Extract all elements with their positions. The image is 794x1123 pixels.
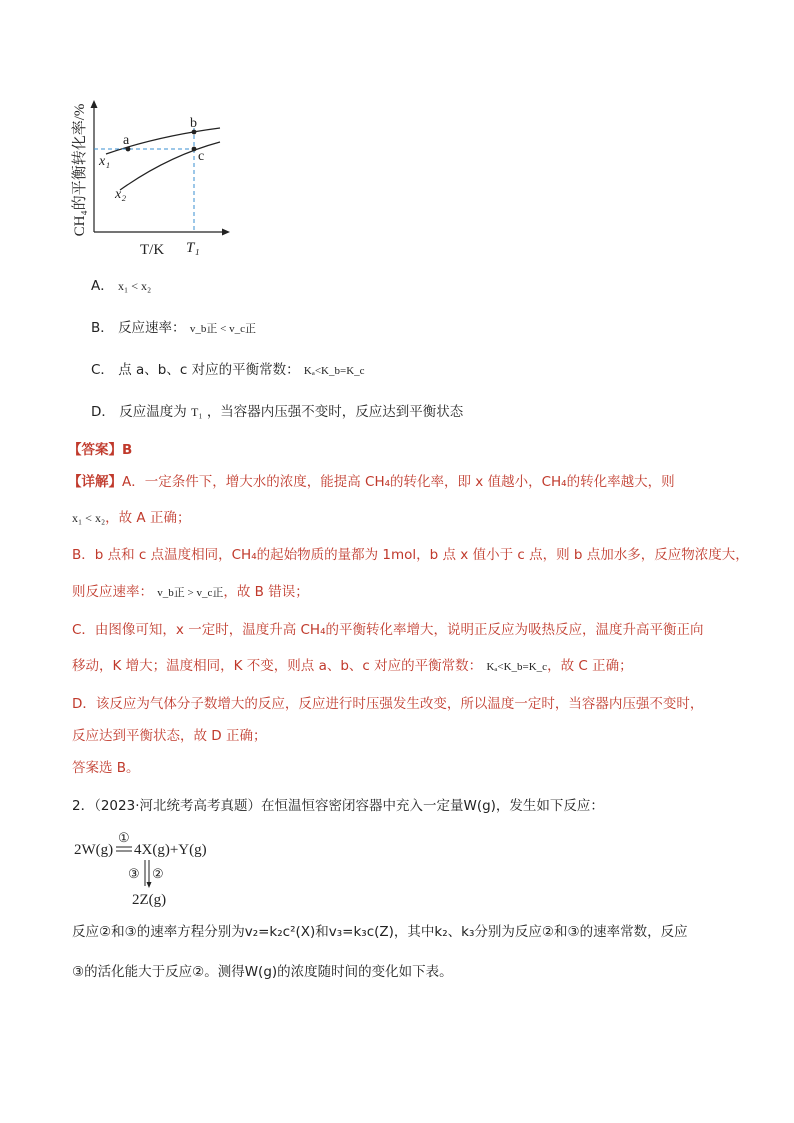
option-a-label: A． (91, 278, 114, 294)
option-d-label: D． (91, 404, 115, 420)
option-d-text2: ，当容器内压强不变时，反应达到平衡状态 (206, 404, 464, 420)
detail-line-1 (68, 472, 675, 492)
conversion-figure (68, 92, 238, 257)
question2-intro (72, 796, 604, 816)
reaction-r1: ① (118, 830, 130, 845)
detail-line6-post: ，故 C 正确； (547, 658, 633, 674)
t1-label: T₁ (186, 240, 200, 256)
point-a-label: a (123, 133, 130, 148)
question2-line-2 (72, 962, 453, 982)
option-a-text: x₁ < x₂ (118, 279, 152, 293)
reaction-r2: ② (152, 866, 164, 881)
curve-x2-label: x₂ (115, 187, 127, 202)
question2-line-1 (72, 922, 688, 942)
detail-line-8 (72, 726, 266, 746)
x-axis-arrow (222, 229, 230, 236)
option-b-formula: v_b正 < v_c正 (189, 323, 256, 335)
point-c (192, 147, 197, 152)
detail-label: 【详解】 (68, 474, 122, 490)
option-b-label: B． (91, 320, 114, 336)
point-b-label: b (190, 116, 197, 131)
reaction-right: 4X(g)+Y(g) (134, 842, 207, 858)
option-d-t: T₁ (191, 405, 203, 419)
option-c (91, 360, 365, 381)
conversion-chart (68, 92, 238, 257)
question2-line2-text: ③的活化能大于反应②。测得W(g)的浓度随时间的变化如下表。 (72, 964, 453, 980)
option-a (91, 276, 151, 296)
detail-line6-formula: Kₐ<K_b=K_c (486, 661, 548, 673)
detail-line7-text: D．该反应为气体分子数增大的反应，反应进行时压强发生改变，所以温度一定时，当容器内压强不变时， (72, 696, 704, 712)
detail-line-2 (72, 508, 190, 528)
detail-line-7 (72, 694, 703, 714)
detail-line4-post: ，故 B 错误； (223, 584, 309, 600)
option-d (91, 402, 463, 422)
option-d-text: 反应温度为 (119, 404, 187, 420)
option-b (91, 318, 256, 339)
y-axis-arrow (91, 100, 98, 108)
detail-line8-text: 反应达到平衡状态，故 D 正确； (72, 728, 267, 744)
option-c-label: C． (91, 362, 114, 378)
detail-line6-pre: 移动，K 增大；温度相同，K 不变，则点 a、b、c 对应的平衡常数： (72, 658, 483, 674)
reaction-bottom: 2Z(g) (132, 892, 167, 908)
detail-line5-text: C．由图像可知，x 一定时，温度升高 CH₄的平衡转化率增大，说明正反应为吸热反应，温度升高平衡正向 (72, 622, 704, 638)
option-b-text: 反应速率： (118, 320, 186, 336)
curve-x1-label: x₁ (99, 154, 111, 169)
reaction-r3: ③ (128, 866, 140, 881)
detail-line-6 (72, 656, 633, 677)
detail-line4-formula: v_b正 > v_c正 (157, 587, 224, 599)
y-axis-label: CH₄的平衡转化率/% (72, 103, 88, 237)
detail-line-9 (72, 758, 140, 778)
question2-intro-text: 2．（2023·河北统考高考真题）在恒温恒容密闭容器中充入一定量W(g)，发生如下反应： (72, 798, 604, 814)
reaction-diagram (72, 826, 232, 910)
detail-line-5 (72, 620, 704, 640)
point-c-label: c (198, 149, 205, 164)
detail-line2-text: ，故 A 正确； (105, 510, 191, 526)
answer-label: 【答案】B (68, 442, 133, 458)
x-axis-label: T/K (140, 242, 165, 257)
reaction-scheme (72, 826, 232, 910)
reaction-left: 2W(g) (74, 842, 114, 858)
detail-line1-text: A．一定条件下，增大水的浓度，能提高 CH₄的转化率，即 x 值越小，CH₄的转化率越大，则 (122, 474, 675, 490)
detail-line9-text: 答案选 B。 (72, 760, 140, 776)
vert-arrow-head (147, 882, 152, 888)
curve-x2 (120, 142, 220, 190)
detail-line4-pre: 则反应速率： (72, 584, 153, 600)
detail-line2-formula: x₁ < x₂ (72, 511, 106, 525)
detail-line-4 (72, 582, 309, 603)
question2-line1-text: 反应②和③的速率方程分别为v₂=k₂c²(X)和v₃=k₃c(Z)，其中k₂、k₃分别为反应②和③的速率常数，反应 (72, 924, 688, 940)
option-c-formula: Kₐ<K_b=K_c (303, 365, 365, 377)
option-c-text: 点 a、b、c 对应的平衡常数： (118, 362, 300, 378)
detail-line-3 (72, 545, 749, 565)
detail-line3-text: B．b 点和 c 点温度相同，CH₄的起始物质的量都为 1mol，b 点 x 值小于 c 点，则 b 点加水多，反应物浓度大， (72, 547, 749, 563)
answer-line (68, 440, 132, 460)
